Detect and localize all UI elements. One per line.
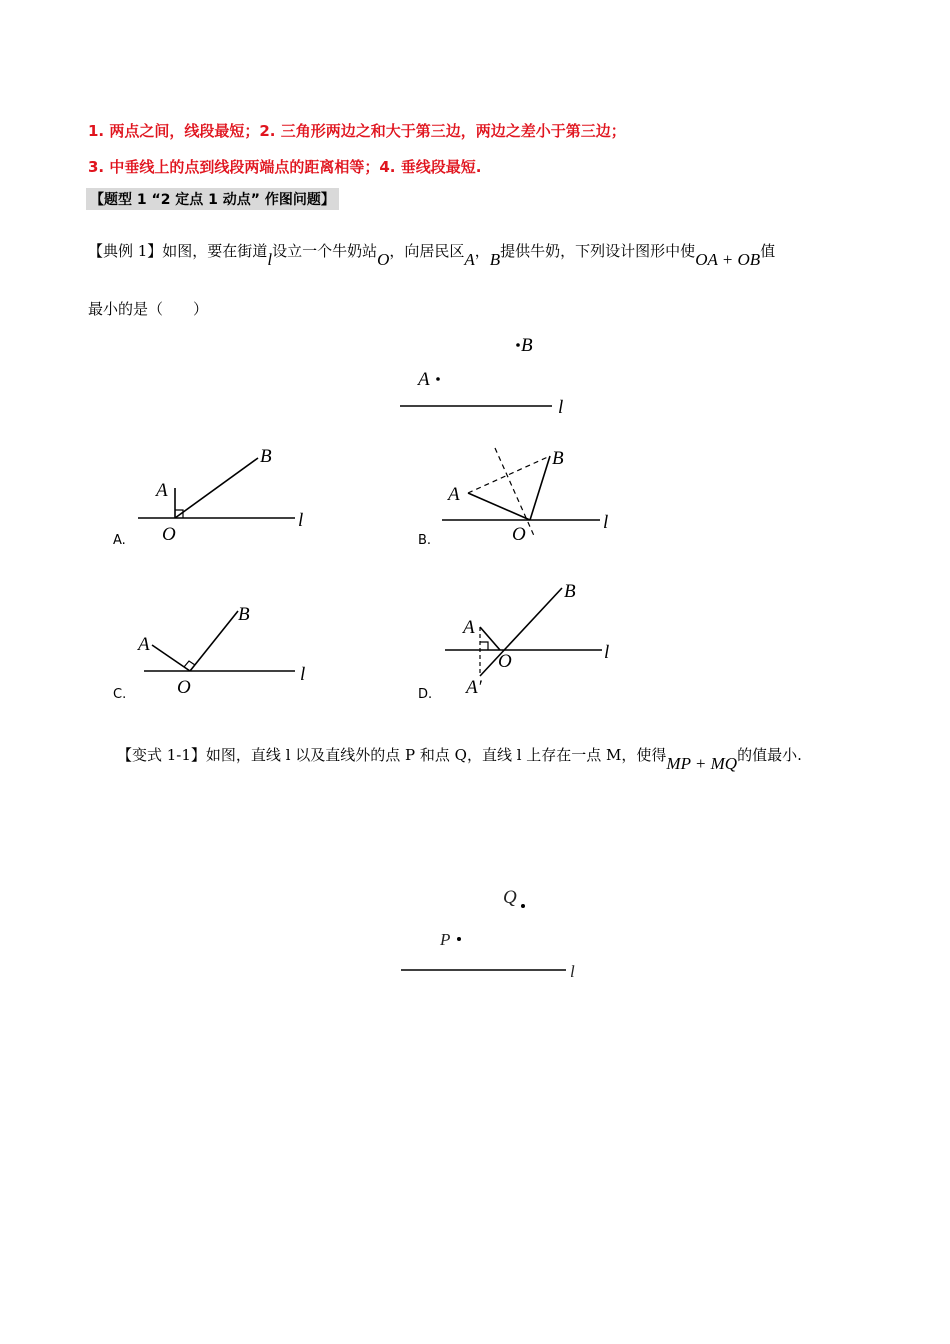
label-b: B	[564, 581, 576, 602]
label-b: B	[552, 448, 564, 469]
point-a-symbol: A	[464, 250, 475, 269]
example-1-comma: ，	[474, 242, 490, 260]
example-1-mid1: 设立一个牛奶站	[272, 242, 378, 260]
example-1-line-2: 最小的是（ ）	[88, 300, 209, 318]
point-q-dot	[521, 904, 525, 908]
label-l: l	[298, 510, 304, 531]
label-l: l	[300, 664, 306, 685]
option-a-figure[interactable]	[130, 440, 330, 550]
figure-label-b: B	[521, 335, 533, 356]
variant-1-1-suffix: 的值最小.	[737, 746, 802, 764]
street-symbol: l	[267, 250, 273, 269]
example-1-figure	[390, 325, 590, 425]
point-b-dot	[516, 343, 520, 347]
label-b: B	[238, 604, 250, 625]
option-c-label[interactable]: C.	[113, 687, 127, 702]
label-o: O	[498, 651, 512, 672]
option-c-figure[interactable]	[130, 598, 330, 698]
segment-ao	[480, 627, 500, 650]
right-angle-mark	[480, 642, 488, 650]
label-l: l	[603, 512, 609, 533]
label-b: B	[260, 446, 272, 467]
label-a-prime: A′	[466, 677, 482, 698]
example-1-prefix: 【典例 1】如图，要在街道	[88, 242, 268, 260]
point-b-symbol: B	[489, 250, 501, 269]
summary-line-2: 3. 中垂线上的点到线段两端点的距离相等；4. 垂线段最短.	[88, 158, 482, 176]
section-header: 【题型 1 “2 定点 1 动点” 作图问题】	[86, 188, 339, 210]
station-symbol: O	[377, 250, 390, 269]
option-d-figure[interactable]	[430, 573, 630, 698]
figure-label-p: P	[440, 930, 451, 949]
label-o: O	[177, 677, 191, 698]
point-a-dot	[436, 377, 440, 381]
label-o: O	[512, 524, 526, 545]
label-l: l	[604, 642, 610, 663]
example-1-suffix: 值	[760, 242, 776, 260]
segment-ob	[175, 458, 258, 518]
variant-1-1-text: 【变式 1-1】如图，直线 l 以及直线外的点 P 和点 Q，直线 l 上存在一点 M，使得	[117, 746, 667, 764]
label-a: A	[138, 634, 150, 655]
variant-1-1-figure	[390, 875, 600, 990]
figure-label-l: l	[558, 397, 564, 418]
point-p-dot	[457, 937, 461, 941]
example-1-expression: OA + OB	[695, 250, 761, 269]
label-a: A	[448, 484, 460, 505]
figure-label-a: A	[418, 369, 430, 390]
example-1-mid3: 提供牛奶，下列设计图形中使	[500, 242, 696, 260]
example-1-question	[88, 240, 776, 269]
segment-ab-dashed	[468, 456, 550, 493]
option-a-label[interactable]: A.	[113, 533, 126, 548]
summary-line-1: 1. 两点之间，线段最短；2. 三角形两边之和大于第三边，两边之差小于第三边；	[88, 122, 626, 140]
figure-label-l: l	[570, 962, 575, 981]
segment-ob	[190, 611, 238, 671]
segment-a-prime-b	[480, 588, 562, 676]
label-a: A	[156, 480, 168, 501]
variant-1-1-expression: MP + MQ	[666, 754, 738, 773]
label-o: O	[162, 524, 176, 545]
variant-1-1-question	[117, 744, 802, 773]
example-1-mid2: ，向居民区	[389, 242, 465, 260]
option-b-label[interactable]: B.	[418, 533, 432, 548]
option-d-label[interactable]: D.	[418, 687, 433, 702]
option-b-figure[interactable]	[430, 440, 630, 550]
label-a: A	[463, 617, 475, 638]
figure-label-q: Q	[503, 887, 517, 908]
segment-ob	[530, 456, 550, 520]
